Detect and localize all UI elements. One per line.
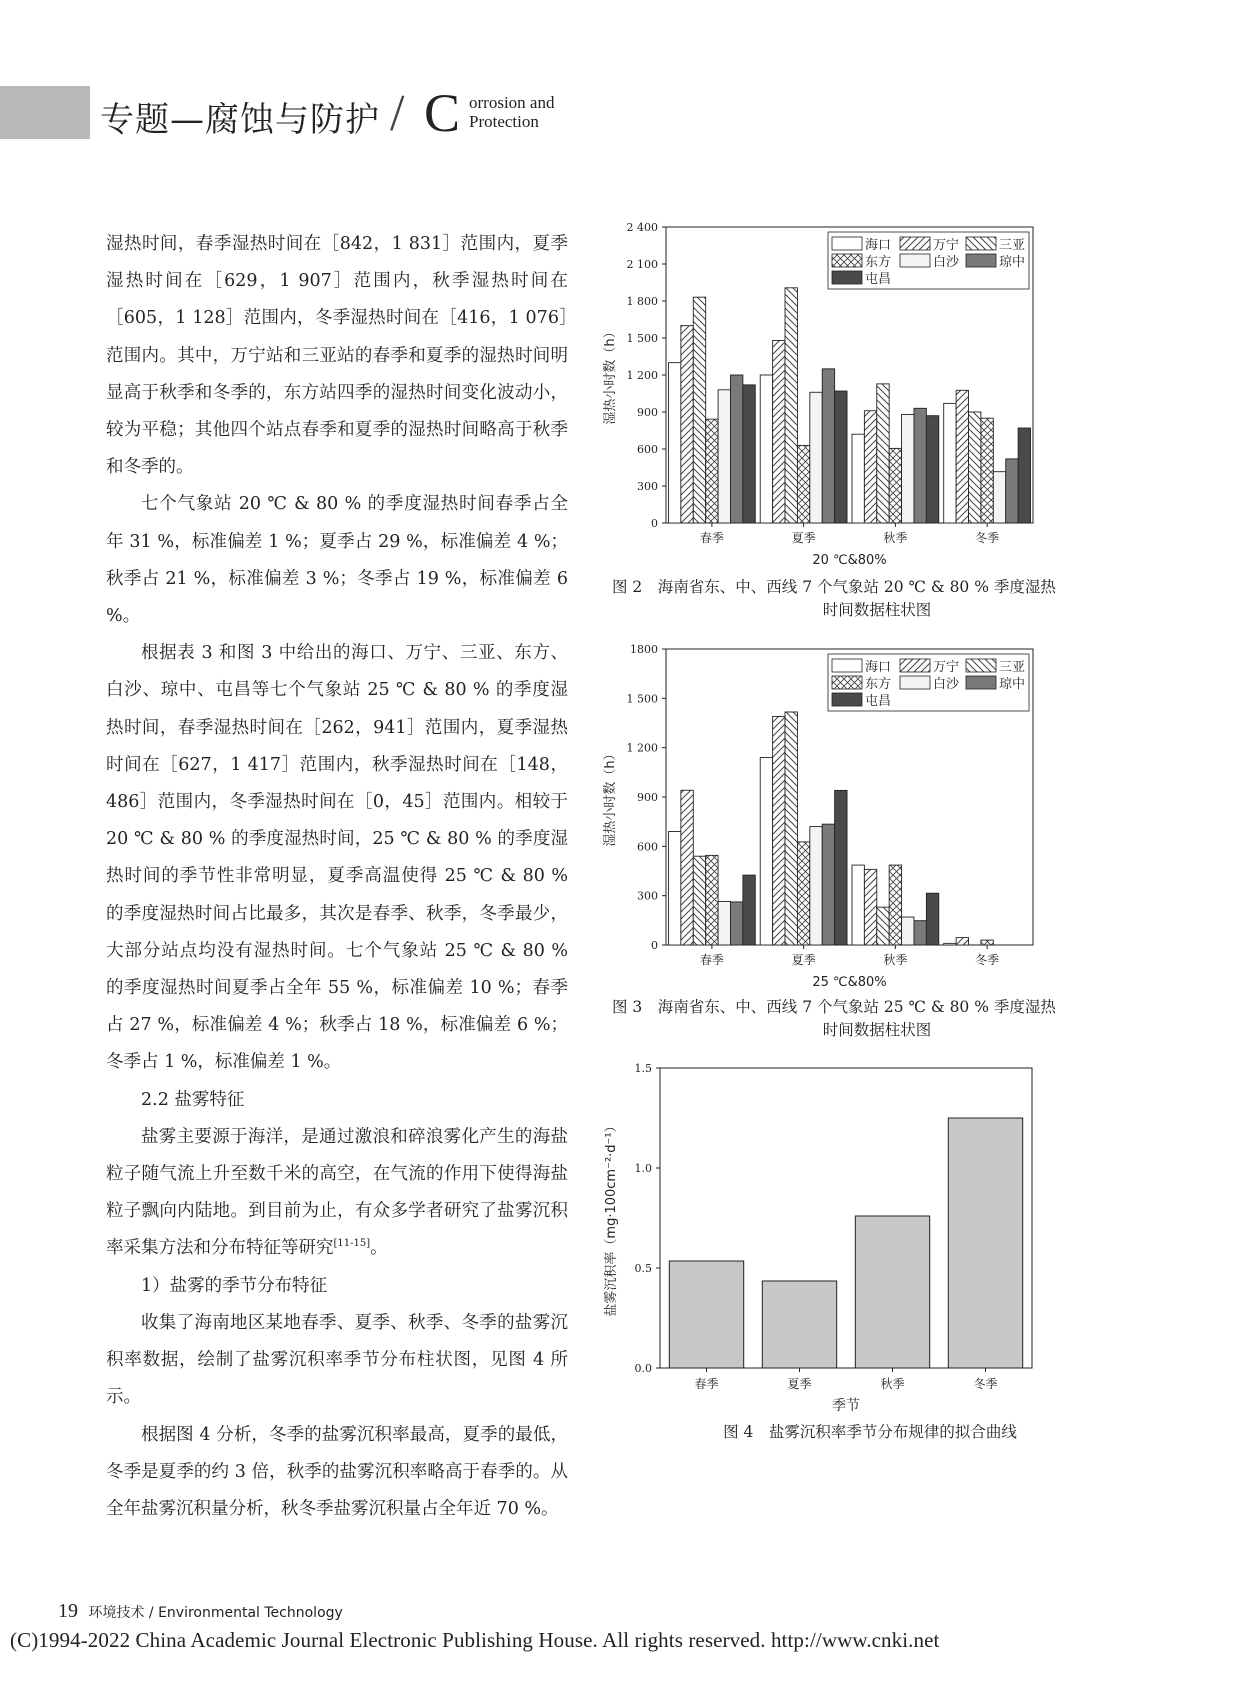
x-axis-label: 20 ℃&80%: [812, 553, 887, 568]
bar-琼中-夏季: [822, 824, 834, 945]
y-tick-label: 900: [637, 791, 658, 804]
bar-屯昌-秋季: [926, 893, 938, 945]
paragraph-1: 湿热时间，春季湿热时间在［842，1 831］范围内，夏季湿热时间在［629，1 907］范围内，秋季湿热时间在［605，1 128］范围内，冬季湿热时间在［416，1 076］范围内。其中，万宁站和三亚站的春季和夏季的湿热时间明显高于秋季和冬季的，东方站四季的湿热时间变化波动小，较为平稳；其他四个站点春季和夏季的湿热时间略高于秋季和冬季的。: [106, 234, 568, 478]
bar-琼中-春季: [730, 902, 742, 945]
x-tick-label: 春季: [694, 1377, 719, 1391]
x-axis-label: 季节: [832, 1398, 860, 1414]
page-number: 19: [58, 1600, 78, 1622]
x-axis-label: 25 ℃&80%: [812, 975, 887, 990]
bar-万宁-夏季: [773, 716, 785, 945]
figure-3-caption-line2: 时间数据柱状图: [822, 1021, 932, 1039]
bar-冬季: [948, 1118, 1022, 1368]
bar-万宁-冬季: [956, 390, 968, 523]
bar-海口-春季: [668, 832, 680, 945]
figure-2-caption: [612, 576, 1142, 622]
legend-swatch-白沙: [900, 676, 930, 689]
bar-琼中-秋季: [914, 921, 926, 945]
paragraph-2: 七个气象站 20 ℃ & 80 % 的季度湿热时间春季占全年 31 %，标准偏差 1 %；夏季占 29 %，标准偏差 4 %；秋季占 21 %，标准偏差 3 %；冬季占 19 %，标准偏差 6 %。: [106, 494, 568, 627]
legend-label-万宁: 万宁: [933, 660, 960, 675]
figure-4-caption: [600, 1421, 1140, 1444]
body-text-column: [106, 226, 568, 1528]
bar-海口-夏季: [760, 758, 772, 945]
y-axis-label: 盐雾沉积率（mg·100cm⁻²·d⁻¹）: [604, 1119, 619, 1317]
copyright-line: (C)1994-2022 China Academic Journal Electronic Publishing House. All rights reserved. http://www.cnki.net: [10, 1628, 940, 1652]
legend-swatch-屯昌: [832, 693, 862, 706]
bar-屯昌-冬季: [1018, 428, 1030, 523]
bar-东方-夏季: [797, 445, 809, 523]
bar-东方-冬季: [981, 418, 993, 523]
bar-三亚-春季: [693, 856, 705, 945]
y-tick-label: 1 200: [626, 741, 658, 755]
y-tick-label: 2 400: [626, 221, 658, 234]
bar-屯昌-秋季: [926, 416, 938, 523]
figure-2-caption-line2: 时间数据柱状图: [822, 601, 932, 619]
legend-label-海口: 海口: [865, 660, 892, 675]
y-tick-label: 1 500: [626, 692, 658, 706]
legend-swatch-白沙: [900, 254, 930, 267]
y-tick-label: 600: [637, 443, 658, 456]
bar-三亚-冬季: [969, 412, 981, 523]
y-tick-label: 0: [651, 517, 658, 530]
header-gray-tab: [0, 86, 90, 139]
bar-三亚-春季: [693, 297, 705, 523]
y-tick-label: 300: [637, 480, 658, 493]
x-tick-label: 冬季: [975, 953, 1000, 967]
bar-白沙-春季: [718, 901, 730, 945]
y-tick-label: 300: [637, 889, 658, 903]
bar-东方-冬季: [981, 940, 993, 945]
bar-琼中-冬季: [1006, 459, 1018, 523]
bar-屯昌-春季: [743, 385, 755, 523]
bar-白沙-夏季: [810, 392, 822, 523]
y-tick-label: 1800: [630, 643, 658, 656]
y-tick-label: 1 800: [626, 295, 658, 308]
legend-label-东方: 东方: [865, 677, 892, 692]
y-tick-label: 0.5: [634, 1262, 652, 1275]
x-tick-label: 冬季: [973, 1377, 998, 1391]
bar-海口-秋季: [852, 865, 864, 945]
bar-屯昌-夏季: [835, 391, 847, 523]
legend-swatch-东方: [832, 254, 862, 267]
figure-3-caption-line1: 图 3 海南省东、中、西线 7 个气象站 25 ℃ & 80 % 季度湿热: [612, 998, 1056, 1016]
y-tick-label: 0.0: [634, 1362, 652, 1375]
legend-swatch-海口: [832, 659, 862, 672]
legend-swatch-三亚: [966, 659, 996, 672]
figure-3-caption: [612, 996, 1142, 1042]
bar-夏季: [762, 1281, 836, 1368]
y-tick-label: 1.0: [634, 1162, 652, 1175]
legend-label-琼中: 琼中: [999, 255, 1026, 270]
legend-label-屯昌: 屯昌: [865, 272, 892, 287]
journal-name: 环境技术 / Environmental Technology: [88, 1605, 343, 1621]
bar-白沙-秋季: [902, 414, 914, 523]
bar-海口-秋季: [852, 434, 864, 523]
legend-label-白沙: 白沙: [933, 255, 960, 270]
legend-swatch-琼中: [966, 676, 996, 689]
paragraph-3: 根据表 3 和图 3 中给出的海口、万宁、三亚、东方、白沙、琼中、屯昌等七个气象站 25 ℃ & 80 % 的季度湿热时间，春季湿热时间在［262，941］范围内，夏季湿热时间在［627，1 417］范围内，秋季湿热时间在［148，486］范围内，冬季湿热时间在［0，45］范围内。相较于 20 ℃ & 80 % 的季度湿热时间，25 ℃ & 80 % 的季度湿热时间的季节性非常明显，夏季高温使得 25 ℃ & 80 % 的季度湿热时间占比最多，其次是春季、秋季，冬季最少，大部分站点均没有湿热时间。七个气象站 25 ℃ & 80 % 的季度湿热时间夏季占全年 55 %，标准偏差 10 %；春季占 27 %，标准偏差 4 %；秋季占 18 %，标准偏差 6 %；冬季占 1 %，标准偏差 1 %。: [106, 643, 568, 1073]
bar-白沙-夏季: [810, 827, 822, 945]
legend-label-三亚: 三亚: [999, 660, 1026, 675]
bar-万宁-秋季: [864, 869, 876, 945]
figure-4-caption-line1: 图 4 盐雾沉积率季节分布规律的拟合曲线: [723, 1423, 1017, 1441]
bar-琼中-夏季: [822, 369, 834, 523]
section-title: 专题—腐蚀与防护: [100, 100, 380, 140]
bar-万宁-春季: [681, 326, 693, 523]
figure-2-caption-line1: 图 2 海南省东、中、西线 7 个气象站 20 ℃ & 80 % 季度湿热: [612, 578, 1056, 596]
x-tick-label: 秋季: [883, 953, 908, 967]
bar-海口-冬季: [944, 943, 956, 945]
section-heading-2-2: 2.2 盐雾特征: [141, 1089, 245, 1110]
legend-label-琼中: 琼中: [999, 677, 1026, 692]
legend-swatch-三亚: [966, 237, 996, 250]
bar-三亚-秋季: [877, 384, 889, 523]
y-tick-label: 600: [637, 840, 658, 854]
bar-东方-春季: [706, 855, 718, 945]
bar-屯昌-夏季: [835, 790, 847, 945]
figure-3-chart: [603, 643, 1140, 999]
bar-白沙-春季: [718, 390, 730, 523]
y-tick-label: 900: [637, 406, 658, 419]
bar-东方-秋季: [889, 865, 901, 945]
y-tick-label: 0: [651, 939, 658, 952]
x-tick-label: 春季: [699, 953, 724, 967]
bar-海口-冬季: [944, 403, 956, 523]
x-tick-label: 夏季: [791, 953, 816, 967]
bar-屯昌-春季: [743, 875, 755, 945]
x-tick-label: 春季: [699, 531, 724, 545]
legend-swatch-万宁: [900, 659, 930, 672]
x-tick-label: 秋季: [883, 531, 908, 545]
y-axis-label: 湿热小时数（h）: [603, 747, 618, 847]
legend-swatch-琼中: [966, 254, 996, 267]
paragraph-4-end: 。: [370, 1238, 388, 1259]
legend-swatch-海口: [832, 237, 862, 250]
citation-ref[interactable]: [11-15]: [333, 1238, 371, 1250]
header-en-initial: C: [424, 83, 461, 143]
x-tick-label: 秋季: [880, 1377, 905, 1391]
legend-label-三亚: 三亚: [999, 238, 1026, 253]
bar-琼中-春季: [730, 375, 742, 523]
header-slash: /: [390, 85, 405, 142]
bar-白沙-秋季: [902, 917, 914, 945]
paragraph-4: [106, 1119, 568, 1268]
bar-三亚-夏季: [785, 288, 797, 523]
bar-万宁-夏季: [773, 340, 785, 523]
bar-东方-春季: [706, 419, 718, 523]
bar-万宁-秋季: [864, 411, 876, 523]
y-tick-label: 2 100: [626, 258, 658, 271]
bar-海口-夏季: [760, 375, 772, 523]
paragraph-5: 收集了海南地区某地春季、夏季、秋季、冬季的盐雾沉积率数据，绘制了盐雾沉积率季节分布柱状图，见图 4 所示。: [106, 1312, 568, 1408]
bar-万宁-冬季: [956, 938, 968, 945]
legend-label-万宁: 万宁: [933, 238, 960, 253]
bar-三亚-秋季: [877, 907, 889, 945]
paragraph-6: 根据图 4 分析，冬季的盐雾沉积率最高，夏季的最低，冬季是夏季的约 3 倍，秋季的盐雾沉积率略高于春季的。从全年盐雾沉积量分析，秋冬季盐雾沉积量占全年近 70 %。: [106, 1424, 568, 1519]
x-tick-label: 夏季: [791, 531, 816, 545]
y-tick-label: 1.5: [634, 1062, 652, 1075]
legend-label-白沙: 白沙: [933, 677, 960, 692]
legend-label-屯昌: 屯昌: [865, 694, 892, 709]
bar-东方-夏季: [797, 842, 809, 945]
header-en-title: [469, 93, 554, 131]
legend-swatch-东方: [832, 676, 862, 689]
y-axis-label: 湿热小时数（h）: [603, 325, 618, 425]
legend-label-东方: 东方: [865, 255, 892, 270]
y-tick-label: 1 200: [626, 369, 658, 382]
bar-秋季: [855, 1216, 929, 1368]
page-footer: [58, 1600, 343, 1623]
bar-三亚-夏季: [785, 712, 797, 945]
legend-label-海口: 海口: [865, 238, 892, 253]
legend-swatch-屯昌: [832, 271, 862, 284]
bar-万宁-春季: [681, 790, 693, 945]
paragraph-4-text: 盐雾主要源于海洋，是通过激浪和碎浪雾化产生的海盐粒子随气流上升至数千米的高空，在气流的作用下使得海盐粒子飘向内陆地。到目前为止，有众多学者研究了盐雾沉积率采集方法和分布特征等研究: [106, 1126, 568, 1259]
legend-swatch-万宁: [900, 237, 930, 250]
header-en-line2: Protection: [469, 112, 539, 131]
x-tick-label: 冬季: [975, 531, 1000, 545]
x-tick-label: 夏季: [787, 1377, 812, 1391]
y-tick-label: 1 500: [626, 332, 658, 345]
bar-东方-秋季: [889, 448, 901, 523]
bar-琼中-秋季: [914, 408, 926, 523]
bar-海口-春季: [668, 363, 680, 523]
header-en-line1: orrosion and: [469, 93, 555, 112]
figure-4-chart: [600, 1058, 1140, 1423]
bar-白沙-冬季: [993, 472, 1005, 523]
subsection-heading: 1）盐雾的季节分布特征: [141, 1275, 328, 1296]
figure-2-chart: [603, 220, 1140, 580]
bar-春季: [669, 1261, 743, 1368]
